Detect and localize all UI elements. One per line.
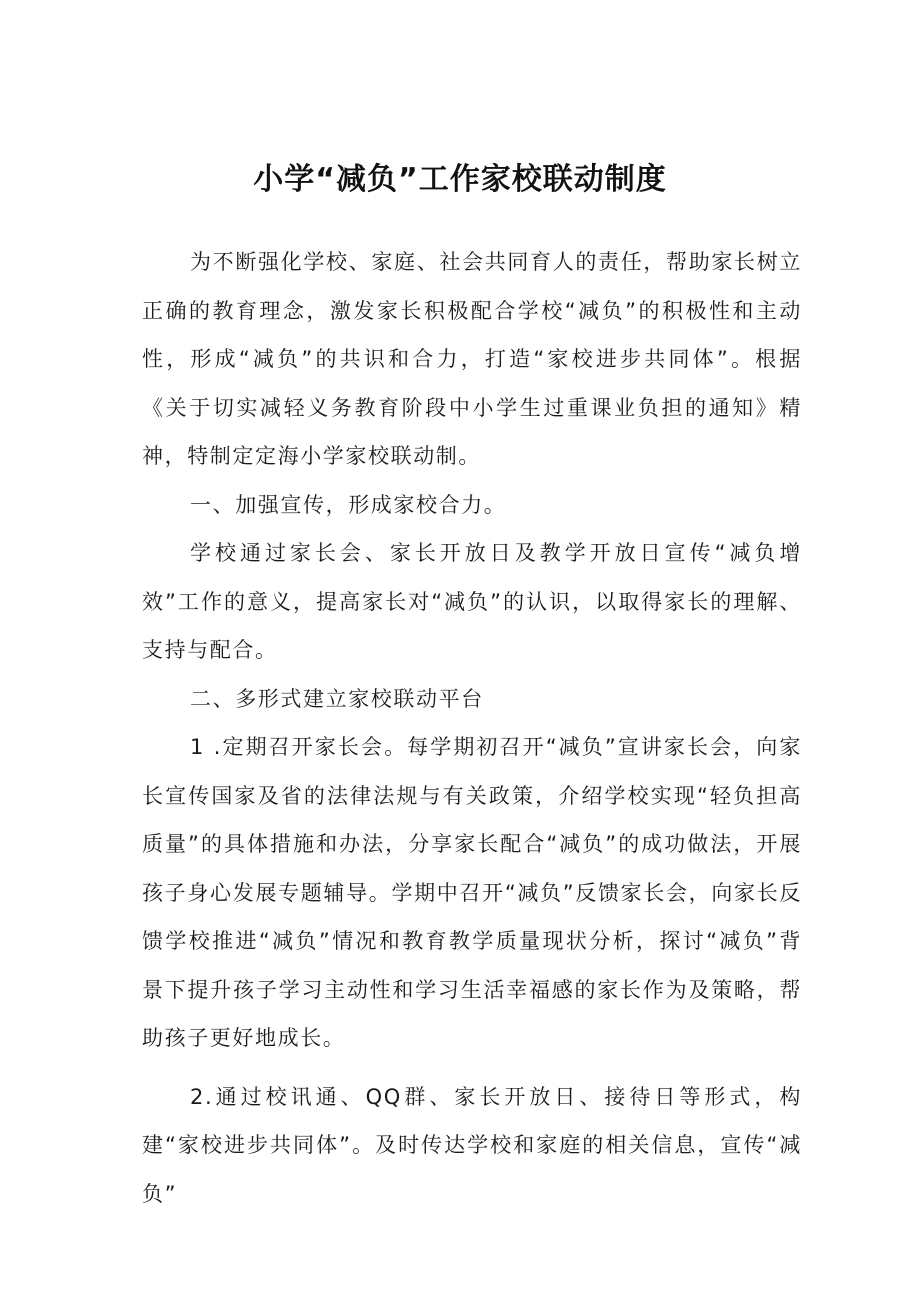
paragraph-publicity: 学校通过家长会、家长开放日及教学开放日宣传“减负增效”工作的意义，提高家长对“减负”的认识，以取得家长的理解、支持与配合。: [142, 541, 802, 662]
paragraph-item-2: 2.通过校讯通、QQ群、家长开放日、接待日等形式，构建“家校进步共同体”。及时传达学校和家庭的相关信息，宣传“减负”: [142, 1084, 802, 1206]
paragraph-intro: 为不断强化学校、家庭、社会共同育人的责任，帮助家长树立正确的教育理念，激发家长积极配合学校“减负”的积极性和主动性，形成“减负”的共识和合力，打造“家校进步共同体”。根据《关于切实减轻义务教育阶段中小学生过重课业负担的通知》精神，特制定定海小学家校联动制。: [142, 250, 802, 468]
section-heading-2: 二、多形式建立家校联动平台: [190, 686, 484, 711]
section-heading-1: 一、加强宣传，形成家校合力。: [190, 492, 507, 517]
paragraph-item-1: 1 .定期召开家长会。每学期初召开“减负”宣讲家长会，向家长宣传国家及省的法律法规与有关政策，介绍学校实现“轻负担高质量”的具体措施和办法，分享家长配合“减负”的成功做法，开展孩子身心发展专题辅导。学期中召开“减负”反馈家长会，向家长反馈学校推进“减负”情况和教育教学质量现状分析，探讨“减负”背景下提升孩子学习主动性和学习生活幸福感的家长作为及策略，帮助孩子更好地成长。: [142, 735, 802, 1050]
document-body: [142, 238, 802, 1218]
document-title: 小学“减负”工作家校联动制度: [253, 162, 667, 198]
